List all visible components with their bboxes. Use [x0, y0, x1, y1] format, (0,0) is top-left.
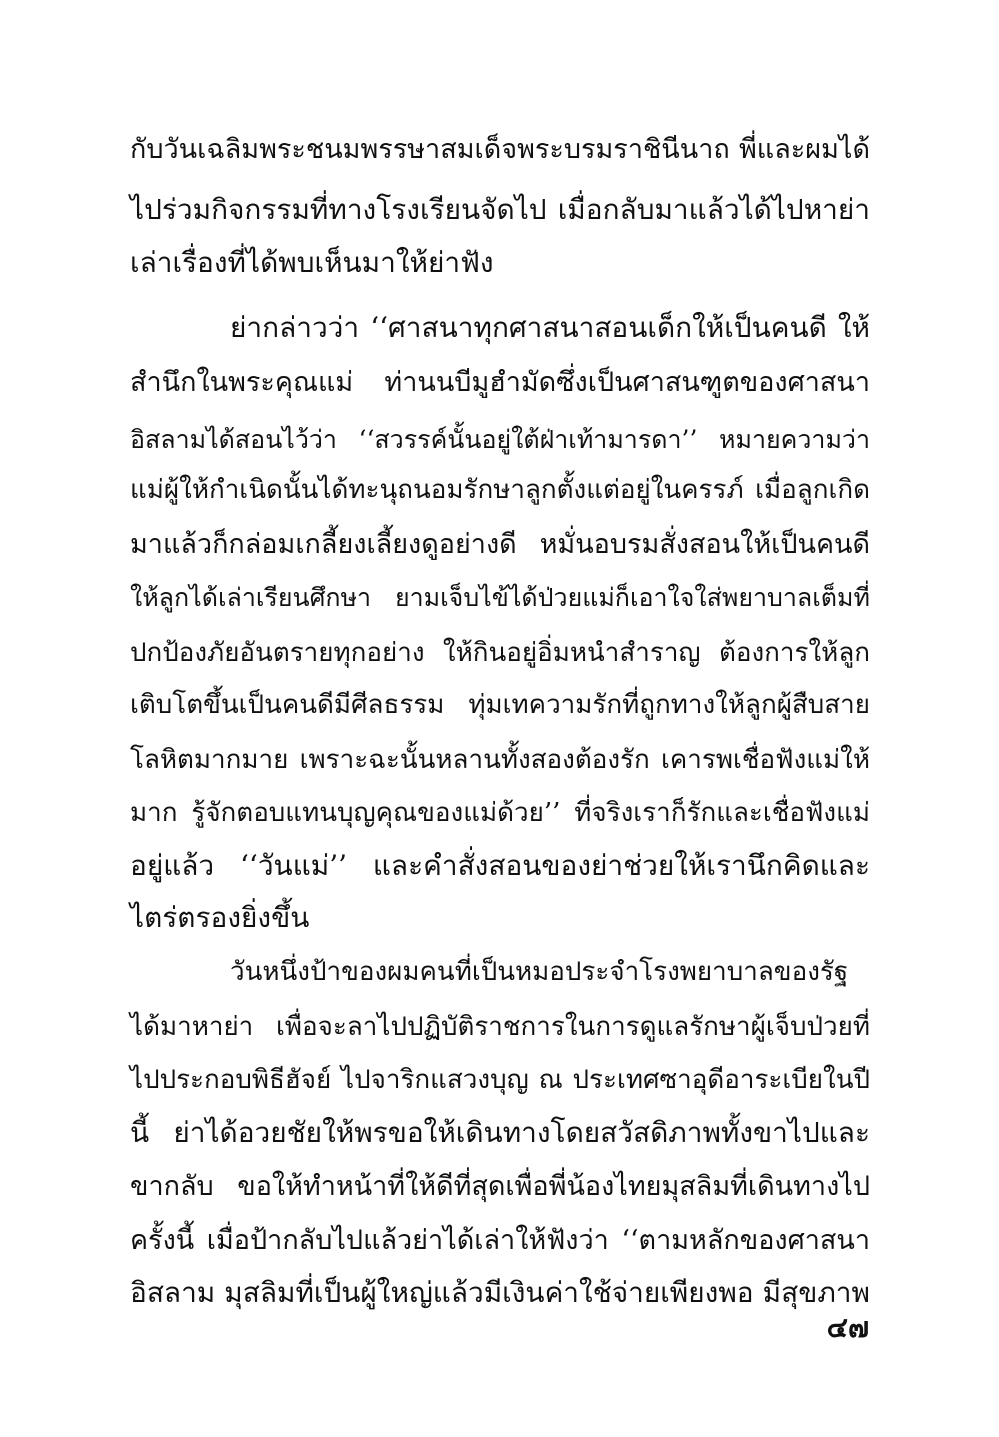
text-line: กับวันเฉลิมพระชนมพรรษาสมเด็จพระบรมราชินีนาถ พี่และผมได้: [130, 134, 870, 165]
text-line: ครั้งนี้ เมื่อป้ากลับไปแล้วย่าได้เล่าให้ฟังว่า ‘‘ตามหลักของศาสนา: [130, 1225, 870, 1256]
text-line: ขากลับ ขอให้ทำหน้าที่ให้ดีที่สุดเพื่อพี่น้องไทยมุสลิมที่เดินทางไป: [130, 1171, 870, 1202]
text-line: เล่าเรื่องที่ได้พบเห็นมาให้ย่าฟัง: [130, 246, 494, 279]
text-line: ให้ลูกได้เล่าเรียนศึกษา ยามเจ็บไข้ได้ป่วยแม่ก็เอาใจใส่พยาบาลเต็มที่: [130, 583, 870, 612]
text-line: ไปร่วมกิจกรรมที่ทางโรงเรียนจัดไป เมื่อกลับมาแล้วได้ไปหาย่า: [130, 193, 870, 226]
text-line: มาก รู้จักตอบแทนบุญคุณของแม่ด้วย’’ ที่จริงเราก็รักและเชื่อฟังแม่: [130, 798, 870, 828]
text-line: อิสลามได้สอนไว้ว่า ‘‘สวรรค์นั้นอยู่ใต้ฝ่าเท้ามารดา’’ หมายความว่า: [130, 425, 870, 454]
text-line: มาแล้วก็กล่อมเกลี้ยงเลี้ยงดูอย่างดี หมั่นอบรมสั่งสอนให้เป็นคนดี: [130, 529, 870, 560]
text-line: แม่ผู้ให้กำเนิดนั้นได้ทะนุถนอมรักษาลูกตั้งแต่อยู่ในครรภ์ เมื่อลูกเกิด: [130, 475, 870, 505]
text-line: เติบโตขึ้นเป็นคนดีมีศีลธรรม ทุ่มเทความรักที่ถูกทางให้ลูกผู้สืบสาย: [130, 690, 870, 720]
text-line: อิสลาม มุสลิมที่เป็นผู้ใหญ่แล้วมีเงินค่าใช้จ่ายเพียงพอ มีสุขภาพ: [130, 1276, 870, 1309]
text-line: วันหนึ่งป้าของผมคนที่เป็นหมอประจำโรงพยาบาลของรัฐ: [230, 957, 849, 987]
text-line: ย่ากล่าวว่า ‘‘ศาสนาทุกศาสนาสอนเด็กให้เป็นคนดี ให้: [230, 311, 870, 344]
text-line: สำนึกในพระคุณแม่ ท่านนบีมูฮำมัดซึ่งเป็นศาสนฑูตของศาสนา: [130, 367, 870, 398]
text-line: ได้มาหาย่า เพื่อจะลาไปปฏิบัติราชการในการดูแลรักษาผู้เจ็บป่วยที่: [130, 1012, 870, 1042]
text-line: นี้ ย่าได้อวยชัยให้พรขอให้เดินทางโดยสวัสดิภาพทั้งขาไปและ: [130, 1116, 870, 1149]
page-number: ๔๗: [826, 1311, 869, 1344]
text-line: อยู่แล้ว ‘‘วันแม่’’ และคำสั่งสอนของย่าช่วยให้เรานึกคิดและ: [130, 849, 870, 882]
text-line: โลหิตมากมาย เพราะฉะนั้นหลานทั้งสองต้องรัก เคารพเชื่อฟังแม่ให้: [130, 745, 870, 775]
text-line: ไปประกอบพิธีฮัจย์ ไปจาริกแสวงบุญ ณ ประเทศซาอุดีอาระเบียในปี: [130, 1065, 870, 1095]
text-line: ไตร่ตรองยิ่งขึ้น: [130, 901, 310, 934]
text-line: ปกป้องภัยอันตรายทุกอย่าง ให้กินอยู่อิ่มหนำสำราญ ต้องการให้ลูก: [130, 638, 870, 668]
